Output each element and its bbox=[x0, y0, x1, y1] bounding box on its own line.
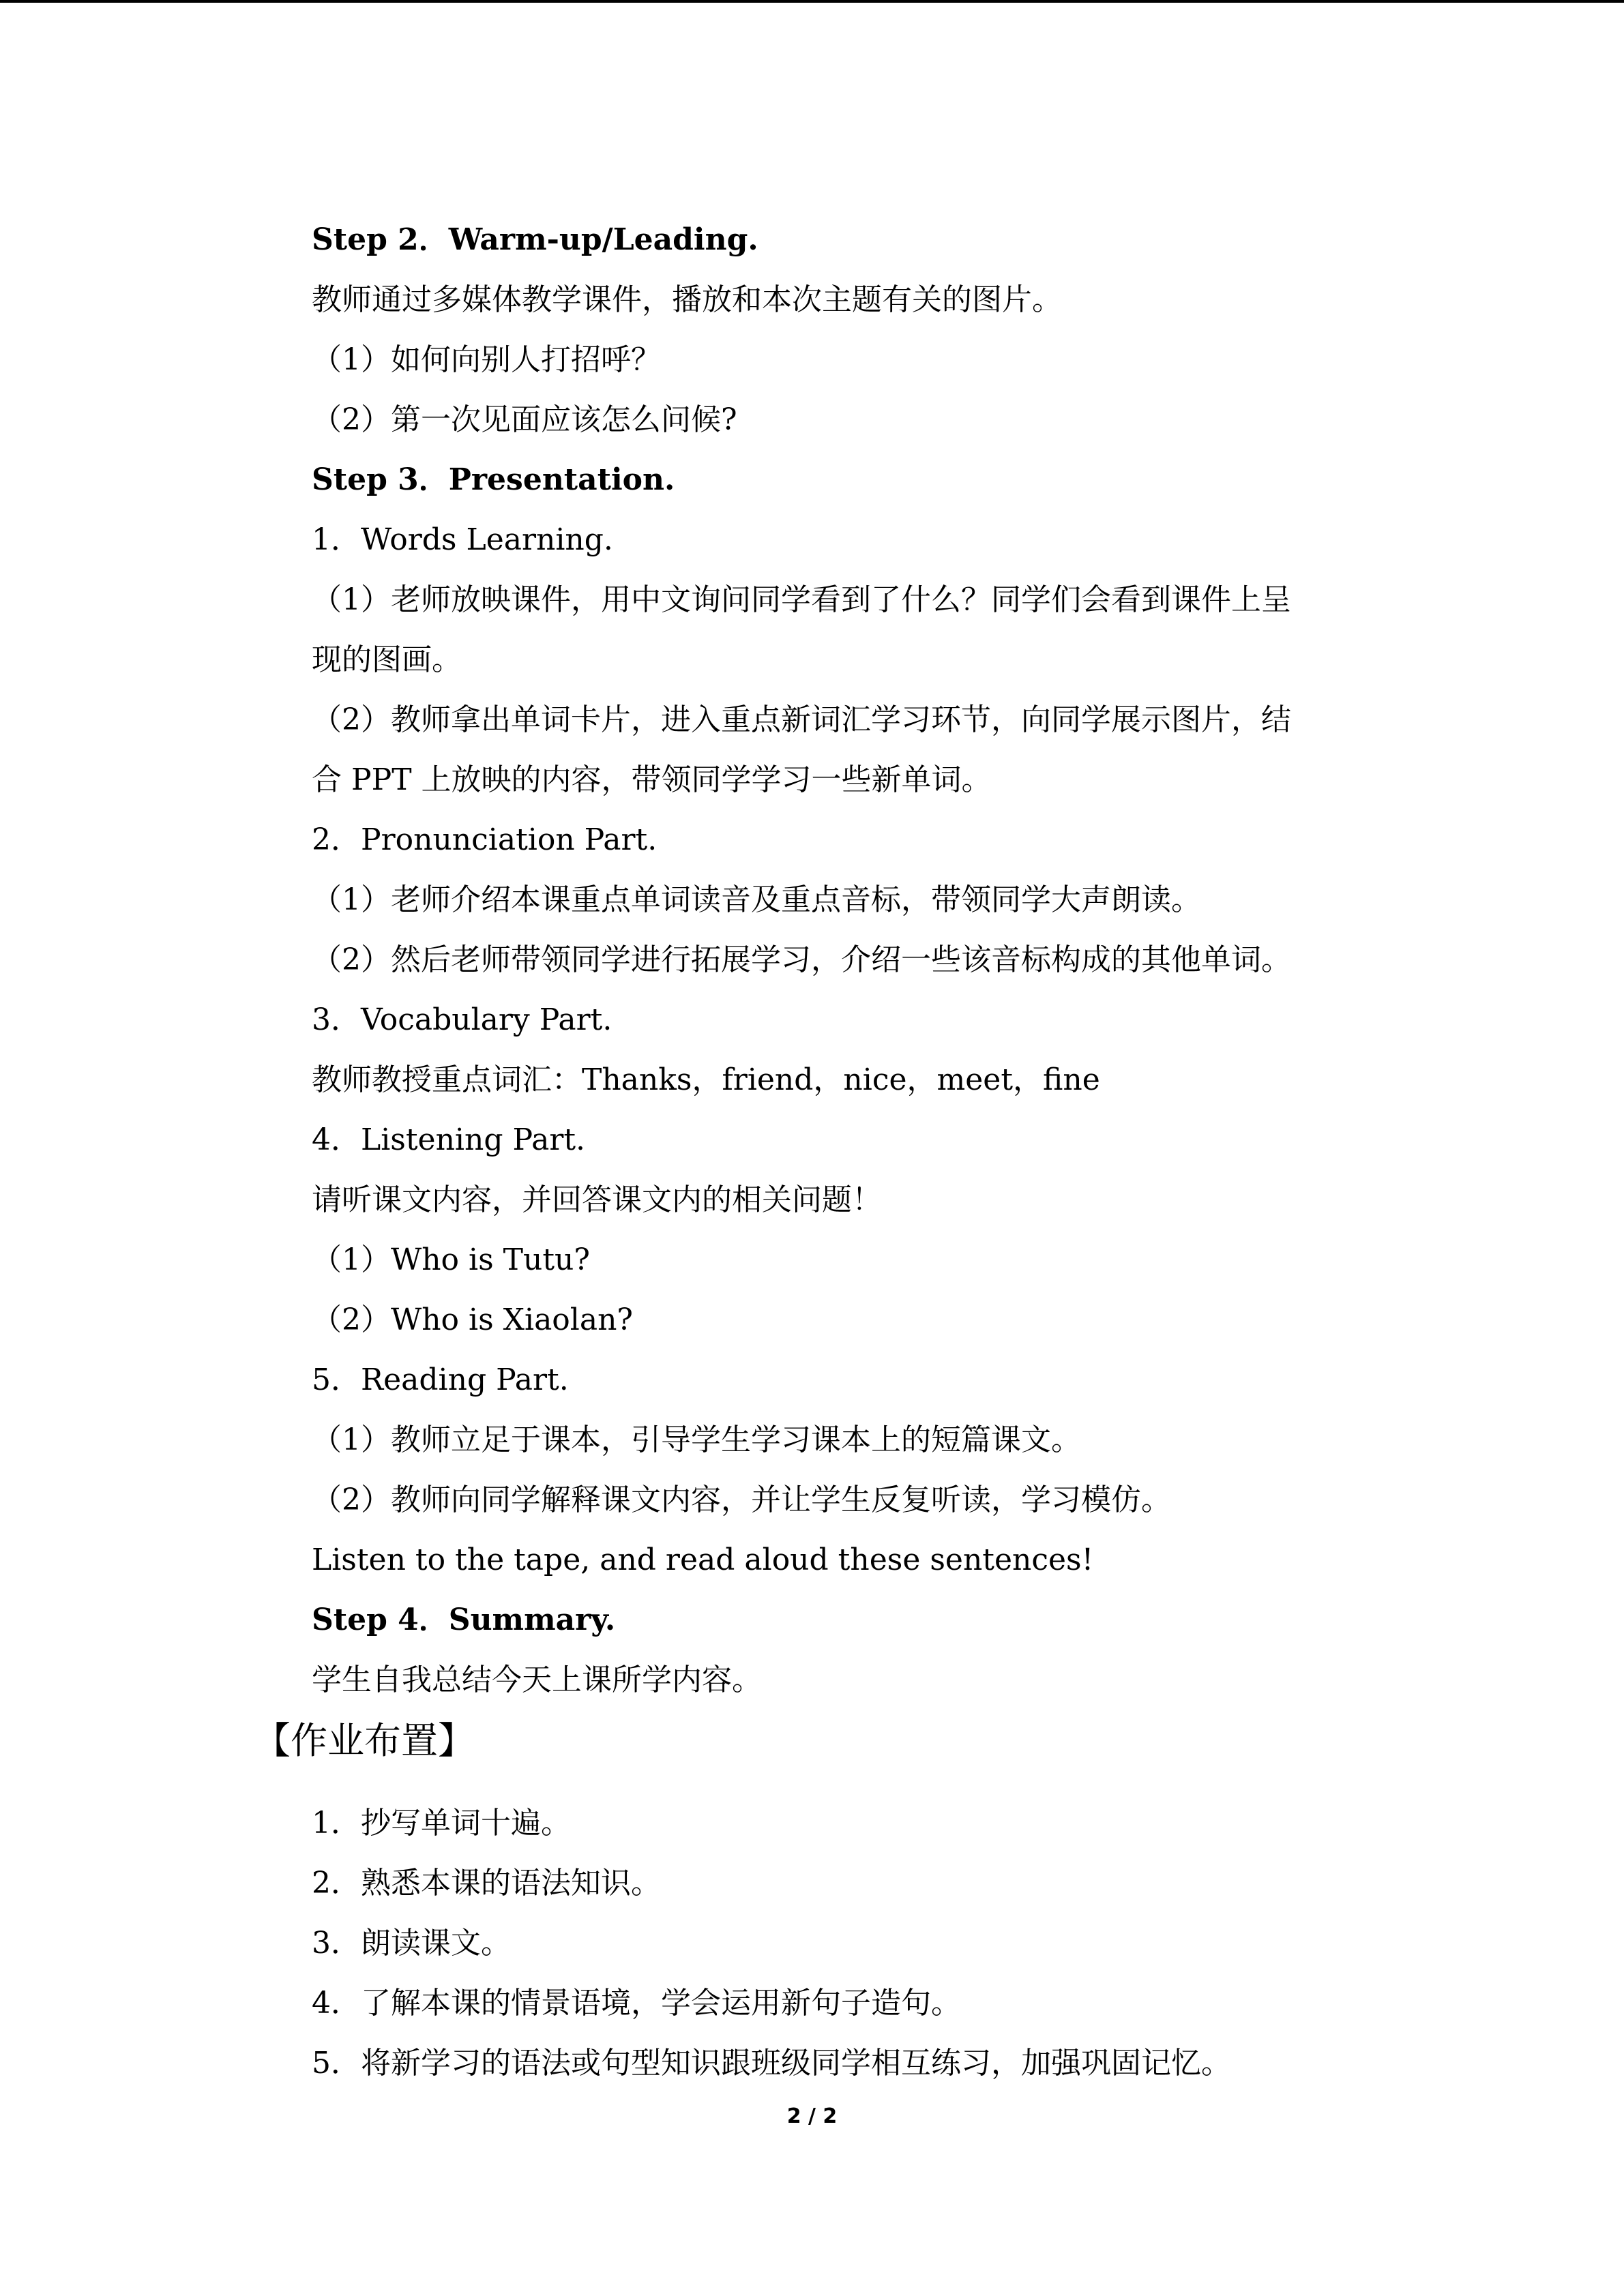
reading-item-1: （1）教师立足于课本，引导学生学习课本上的短篇课文。 bbox=[312, 1422, 1081, 1457]
words-learning-item-1-cont: 现的图画。 bbox=[312, 642, 462, 677]
pronunciation-item-1: （1）老师介绍本课重点单词读音及重点音标，带领同学大声朗读。 bbox=[312, 882, 1201, 917]
words-learning-item-2: （2）教师拿出单词卡片，进入重点新词汇学习环节，向同学展示图片，结 bbox=[312, 702, 1291, 737]
homework-item: 1．抄写单词十遍。 bbox=[312, 1806, 571, 1840]
homework-item: 3．朗读课文。 bbox=[312, 1926, 511, 1960]
homework-item: 4．了解本课的情景语境，学会运用新句子造句。 bbox=[312, 1986, 961, 2021]
homework-title: 【作业布置】 bbox=[254, 1719, 475, 1762]
step-2-heading: Step 2．Warm-up/Leading. bbox=[312, 222, 758, 257]
step-4-heading: Step 4．Summary. bbox=[312, 1602, 616, 1637]
listening-heading: 4．Listening Part. bbox=[312, 1122, 586, 1157]
summary-text: 学生自我总结今天上课所学内容。 bbox=[312, 1663, 762, 1697]
step-2-question-2: （2）第一次见面应该怎么问候? bbox=[312, 402, 737, 437]
homework-item: 2．熟悉本课的语法知识。 bbox=[312, 1866, 661, 1900]
lesson-steps bbox=[312, 210, 1403, 1710]
step-2-question-1: （1）如何向别人打招呼？ bbox=[312, 342, 661, 377]
reading-heading: 5．Reading Part. bbox=[312, 1362, 569, 1397]
vocabulary-words: 教师教授重点词汇：Thanks，friend，nice，meet，fine bbox=[312, 1062, 1100, 1097]
pronunciation-item-2: （2）然后老师带领同学进行拓展学习，介绍一些该音标构成的其他单词。 bbox=[312, 942, 1291, 977]
words-learning-item-2-cont: 合 PPT 上放映的内容，带领同学学习一些新单词。 bbox=[312, 762, 992, 797]
step-2-line-1: 教师通过多媒体教学课件，播放和本次主题有关的图片。 bbox=[312, 282, 1062, 317]
reading-instruction: Listen to the tape, and read aloud these sentences! bbox=[312, 1542, 1094, 1577]
words-learning-item-1: （1）老师放映课件，用中文询问同学看到了什么？同学们会看到课件上呈 bbox=[312, 582, 1291, 617]
pronunciation-heading: 2．Pronunciation Part. bbox=[312, 822, 658, 857]
words-learning-heading: 1．Words Learning. bbox=[312, 522, 613, 557]
step-3-heading: Step 3．Presentation. bbox=[312, 462, 675, 497]
page-top-border bbox=[0, 0, 1624, 3]
listening-instruction: 请听课文内容，并回答课文内的相关问题！ bbox=[312, 1182, 882, 1217]
homework-list bbox=[312, 1793, 1403, 2093]
listening-question-1: （1）Who is Tutu? bbox=[312, 1242, 590, 1277]
reading-item-2: （2）教师向同学解释课文内容，并让学生反复听读，学习模仿。 bbox=[312, 1482, 1171, 1517]
listening-question-2: （2）Who is Xiaolan? bbox=[312, 1302, 634, 1337]
vocabulary-heading: 3．Vocabulary Part. bbox=[312, 1002, 612, 1037]
homework-item: 5．将新学习的语法或句型知识跟班级同学相互练习，加强巩固记忆。 bbox=[312, 2046, 1231, 2081]
page-number: 2 / 2 bbox=[786, 2104, 838, 2128]
